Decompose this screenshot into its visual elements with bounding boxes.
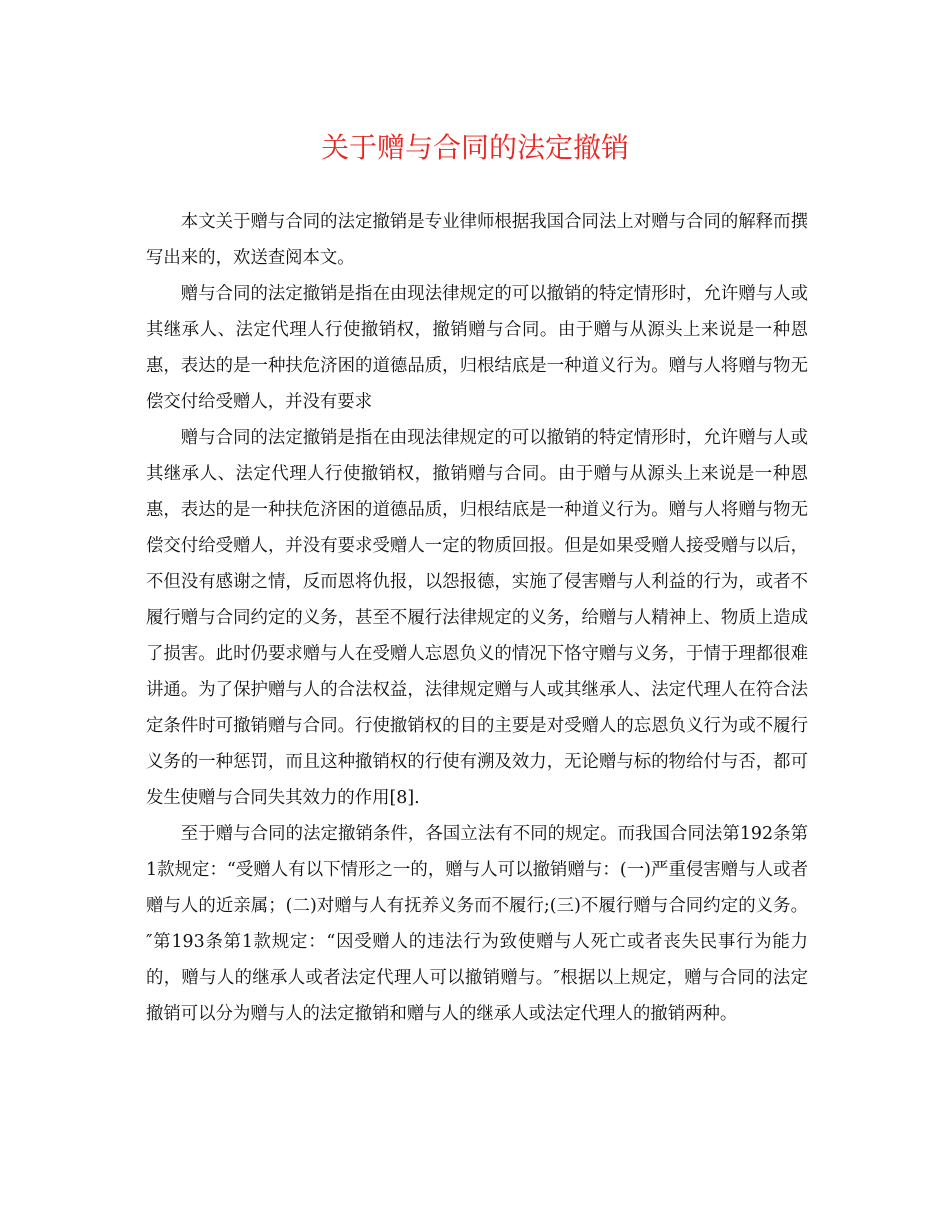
paragraph-intro: 本文关于赠与合同的法定撤销是专业律师根据我国合同法上对赠与合同的解释而撰写出来的，欢送查阅本文。	[146, 212, 808, 268]
paragraph-legal-conditions: 至于赠与合同的法定撤销条件，各国立法有不同的规定。而我国合同法第192条第1款规定：“受赠人有以下情形之一的，赠与人可以撤销赠与：(一)严重侵害赠与人或者赠与人的近亲属；(二)对赠与人有抚养义务而不履行;(三)不履行赠与合同约定的义务。″第193条第1款规定：“因受赠人的违法行为致使赠与人死亡或者丧失民事行为能力的，赠与人的继承人或者法定代理人可以撤销赠与。″根据以上规定，赠与合同的法定撤销可以分为赠与人的法定撤销和赠与人的继承人或法定代理人的撤销两种。	[146, 824, 808, 1024]
document-title: 关于赠与合同的法定撤销	[320, 131, 629, 164]
document-body	[146, 204, 808, 1032]
paragraph-definition-excerpt: 赠与合同的法定撤销是指在由现法律规定的可以撤销的特定情形时，允许赠与人或其继承人、法定代理人行使撤销权，撤销赠与合同。由于赠与从源头上来说是一种恩惠，表达的是一种扶危济困的道德品质，归根结底是一种道义行为。赠与人将赠与物无偿交付给受赠人，并没有要求	[146, 284, 808, 412]
paragraph-definition-full: 赠与合同的法定撤销是指在由现法律规定的可以撤销的特定情形时，允许赠与人或其继承人、法定代理人行使撤销权，撤销赠与合同。由于赠与从源头上来说是一种恩惠，表达的是一种扶危济困的道德品质，归根结底是一种道义行为。赠与人将赠与物无偿交付给受赠人，并没有要求受赠人一定的物质回报。但是如果受赠人接受赠与以后，不但没有感谢之情，反而恩将仇报，以怨报德，实施了侵害赠与人利益的行为，或者不履行赠与合同约定的义务，甚至不履行法律规定的义务，给赠与人精神上、物质上造成了损害。此时仍要求赠与人在受赠人忘恩负义的情况下恪守赠与义务，于情于理都很难讲通。为了保护赠与人的合法权益，法律规定赠与人或其继承人、法定代理人在符合法定条件时可撤销赠与合同。行使撤销权的目的主要是对受赠人的忘恩负义行为或不履行义务的一种惩罚，而且这种撤销权的行使有溯及效力，无论赠与标的物给付与否，都可发生使赠与合同失其效力的作用[8].	[146, 428, 808, 808]
